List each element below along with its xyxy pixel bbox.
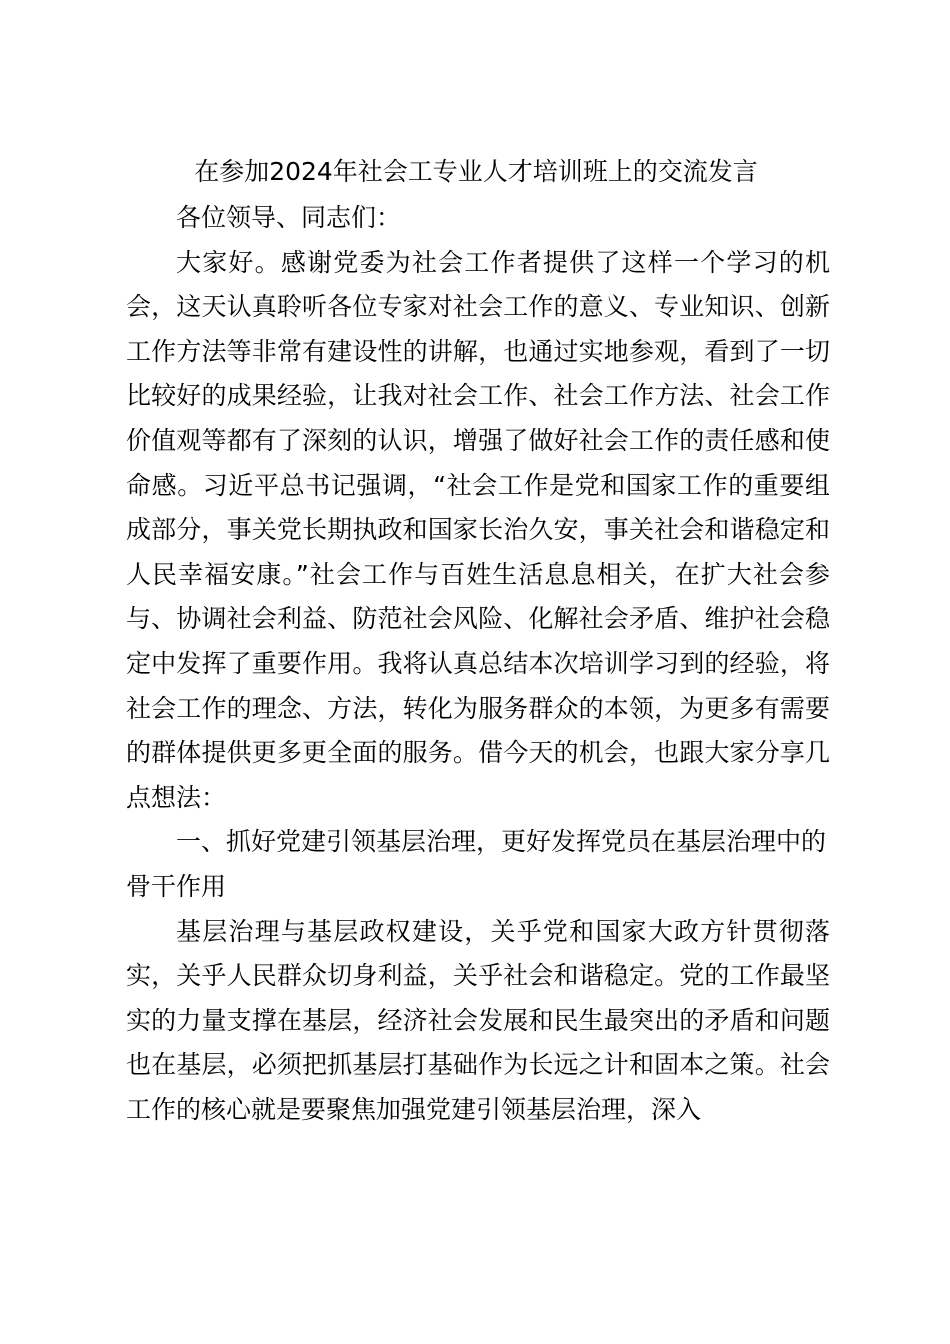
document-title: 在参加2024年社会工专业人才培训班上的交流发言 xyxy=(194,157,758,186)
section-heading-1: 一、抓好党建引领基层治理，更好发挥党员在基层治理中的骨干作用 xyxy=(126,827,827,901)
body-paragraph-2: 基层治理与基层政权建设，关乎党和国家大政方针贯彻落实，关乎人民群众切身利益，关乎社会和谐稳定。党的工作最坚实的力量支撑在基层，经济社会发展和民生最突出的矛盾和问题也在基层，必须把抓基层打基础作为长远之计和固本之策。社会工作的核心就是要聚焦加强党建引领基层治理，深入 xyxy=(126,916,830,1124)
body-paragraph-1: 大家好。感谢党委为社会工作者提供了这样一个学习的机会，这天认真聆听各位专家对社会工作的意义、专业知识、创新工作方法等非常有建设性的讲解，也通过实地参观，看到了一切比较好的成果经验，让我对社会工作、社会工作方法、社会工作价值观等都有了深刻的认识，增强了做好社会工作的责任感和使命感。习近平总书记强调，“社会工作是党和国家工作的重要组成部分，事关党长期执政和国家长治久安，事关社会和谐稳定和人民幸福安康。”社会工作与百姓生活息息相关，在扩大社会参与、协调社会利益、防范社会风险、化解社会矛盾、维护社会稳定中发挥了重要作用。我将认真总结本次培训学习到的经验，将社会工作的理念、方法，转化为服务群众的本领，为更多有需要的群体提供更多更全面的服务。借今天的机会，也跟大家分享几点想法： xyxy=(126,247,830,812)
salutation: 各位领导、同志们： xyxy=(176,203,402,232)
document-body xyxy=(126,196,830,1132)
